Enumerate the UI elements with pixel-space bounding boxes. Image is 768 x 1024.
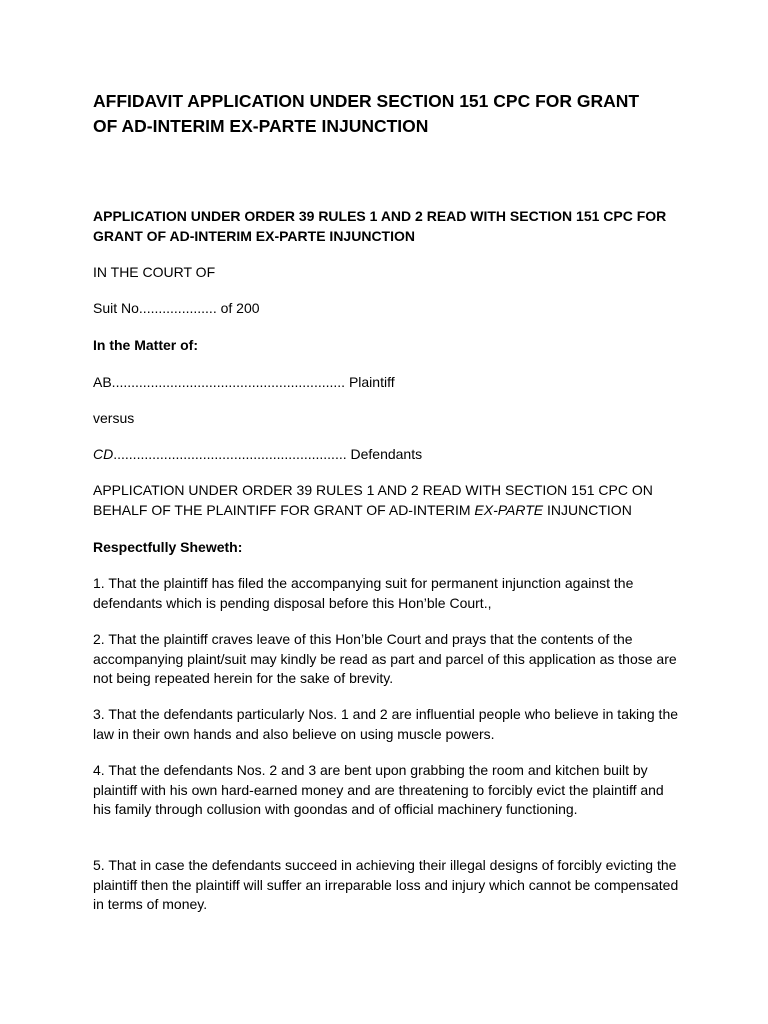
paragraph-3: 3. That the defendants particularly Nos. 1 and 2 are influential people who believe in taking the law in their own hands and also believe on using muscle powers.	[93, 706, 679, 742]
plaintiff-line: AB............................................................ Plaintiff	[93, 374, 395, 390]
paragraph-1: 1. That the plaintiff has filed the accompanying suit for permanent injunction against the defendants which is pending disposal before this Hon’ble Court.,	[93, 575, 634, 611]
document-title: AFFIDAVIT APPLICATION UNDER SECTION 151 CPC FOR GRANT OF AD-INTERIM EX-PARTE INJUNCTION	[93, 91, 640, 136]
document-subtitle: APPLICATION UNDER ORDER 39 RULES 1 AND 2 READ WITH SECTION 151 CPC FOR GRANT OF AD-INTERIM EX-PARTE INJUNCTION	[93, 208, 667, 244]
application-heading	[93, 481, 673, 520]
application-text-start: APPLICATION UNDER ORDER 39 RULES 1 AND 2 READ WITH SECTION 151 CPC ON BEHALF OF THE PLAINTIFF FOR GRANT OF AD-INTERIM	[93, 482, 653, 518]
court-line: IN THE COURT OF	[93, 264, 216, 280]
paragraph-2: 2. That the plaintiff craves leave of this Hon’ble Court and prays that the contents of the accompanying plaint/suit may kindly be read as part and parcel of this application as those are not being repeated herein for the sake of brevity.	[93, 631, 677, 686]
versus-line: versus	[93, 410, 135, 426]
application-text-end: INJUNCTION	[543, 501, 632, 518]
matter-heading: In the Matter of:	[93, 337, 198, 353]
application-ex-parte: EX-PARTE	[474, 501, 544, 518]
sheweth-heading: Respectfully Sheweth:	[93, 539, 243, 555]
paragraph-4: 4. That the defendants Nos. 2 and 3 are bent upon grabbing the room and kitchen built by plaintiff with his own hard-earned money and are threatening to forcibly evict the plaintiff and his family through collusion with goondas and of official machinery functioning.	[93, 762, 664, 817]
paragraph-5: 5. That in case the defendants succeed in achieving their illegal designs of forcibly evicting the plaintiff then the plaintiff will suffer an irreparable loss and injury which cannot be compensated in terms of money.	[93, 857, 679, 912]
defendant-line	[93, 445, 683, 465]
defendant-label: ............................................................ Defendants	[113, 446, 423, 462]
suit-number-line: Suit No.................... of 200	[93, 300, 260, 316]
defendant-party: CD	[93, 446, 114, 462]
